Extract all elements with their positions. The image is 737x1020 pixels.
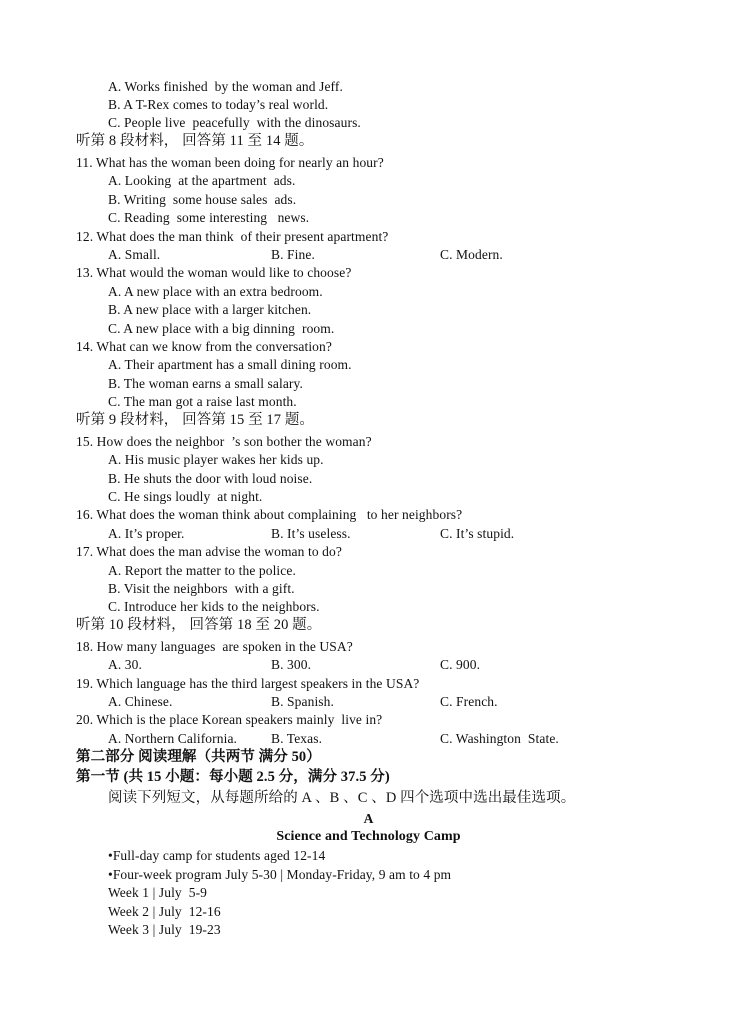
q20-option-a: A. Northern California.	[108, 731, 238, 746]
q18-option-c: C. 900.	[440, 657, 481, 672]
q18-option-a: A. 30.	[108, 657, 142, 672]
q19-option-c: C. French.	[440, 694, 498, 709]
q17-option-c: C. Introduce her kids to the neighbors.	[108, 599, 320, 614]
q19-stem: 19. Which language has the third largest speakers in the USA?	[76, 676, 420, 691]
q15-option-c: C. He sings loudly at night.	[108, 489, 263, 504]
q13-option-c: C. A new place with a big dinning room.	[108, 321, 335, 336]
q12-option-b: B. Fine.	[271, 247, 315, 262]
q18-option-b: B. 300.	[271, 657, 312, 672]
q16-stem: 16. What does the woman think about complaining to her neighbors?	[76, 507, 463, 522]
q13-option-a: A. A new place with an extra bedroom.	[108, 284, 323, 299]
passage-line: Week 3 | July 19-23	[108, 922, 221, 937]
q15-option-b: B. He shuts the door with loud noise.	[108, 471, 313, 486]
section-header-9: 听第 9 段材料， 回答第 15 至 17 题。	[76, 412, 315, 428]
q12-stem: 12. What does the man think of their present apartment?	[76, 229, 389, 244]
q17-option-b: B. Visit the neighbors with a gift.	[108, 581, 295, 596]
q10-option-c: C. People live peacefully with the dinosaurs.	[108, 115, 361, 130]
q12-option-c: C. Modern.	[440, 247, 503, 262]
q10-option-a: A. Works finished by the woman and Jeff.	[108, 79, 343, 94]
passage-line: •Full-day camp for students aged 12-14	[108, 848, 326, 863]
q19-option-a: A. Chinese.	[108, 694, 173, 709]
q15-option-a: A. His music player wakes her kids up.	[108, 452, 324, 467]
q11-stem: 11. What has the woman been doing for nearly an hour?	[76, 155, 384, 170]
q11-option-b: B. Writing some house sales ads.	[108, 192, 297, 207]
q19-option-b: B. Spanish.	[271, 694, 334, 709]
q20-option-b: B. Texas.	[271, 731, 323, 746]
q13-stem: 13. What would the woman would like to choose?	[76, 265, 352, 280]
q17-stem: 17. What does the man advise the woman to do?	[76, 544, 342, 559]
q16-option-c: C. It’s stupid.	[440, 526, 515, 541]
q14-option-c: C. The man got a raise last month.	[108, 394, 297, 409]
q10-option-b: B. A T-Rex comes to today’s real world.	[108, 97, 329, 112]
passage-letter: A	[363, 811, 374, 826]
q16-option-a: A. It’s proper.	[108, 526, 185, 541]
passage-line: Week 1 | July 5-9	[108, 885, 208, 900]
part-two-heading: 第二部分 阅读理解（共两节 满分 50）	[76, 749, 321, 765]
q15-stem: 15. How does the neighbor ’s son bother the woman?	[76, 434, 372, 449]
q17-option-a: A. Report the matter to the police.	[108, 563, 296, 578]
q16-option-b: B. It’s useless.	[271, 526, 351, 541]
passage-line: •Four-week program July 5-30 | Monday-Friday, 9 am to 4 pm	[108, 867, 452, 882]
q14-stem: 14. What can we know from the conversation?	[76, 339, 332, 354]
reading-instructions: 阅读下列短文，从每题所给的 A 、B 、C 、D 四个选项中选出最佳选项。	[108, 790, 576, 806]
passage-title: Science and Technology Camp	[276, 829, 461, 844]
passage-line: Week 2 | July 12-16	[108, 904, 221, 919]
section-header-8: 听第 8 段材料， 回答第 11 至 14 题。	[76, 133, 314, 149]
q11-option-a: A. Looking at the apartment ads.	[108, 173, 296, 188]
q14-option-a: A. Their apartment has a small dining room.	[108, 357, 352, 372]
q13-option-b: B. A new place with a larger kitchen.	[108, 302, 312, 317]
section-one-heading: 第一节 (共 15 小题：每小题 2.5 分，满分 37.5 分)	[76, 769, 390, 785]
q20-stem: 20. Which is the place Korean speakers mainly live in?	[76, 712, 383, 727]
q20-option-c: C. Washington State.	[440, 731, 559, 746]
q18-stem: 18. How many languages are spoken in the USA?	[76, 639, 353, 654]
q14-option-b: B. The woman earns a small salary.	[108, 376, 303, 391]
q12-option-a: A. Small.	[108, 247, 161, 262]
section-header-10: 听第 10 段材料， 回答第 18 至 20 题。	[76, 617, 322, 633]
q11-option-c: C. Reading some interesting news.	[108, 210, 310, 225]
